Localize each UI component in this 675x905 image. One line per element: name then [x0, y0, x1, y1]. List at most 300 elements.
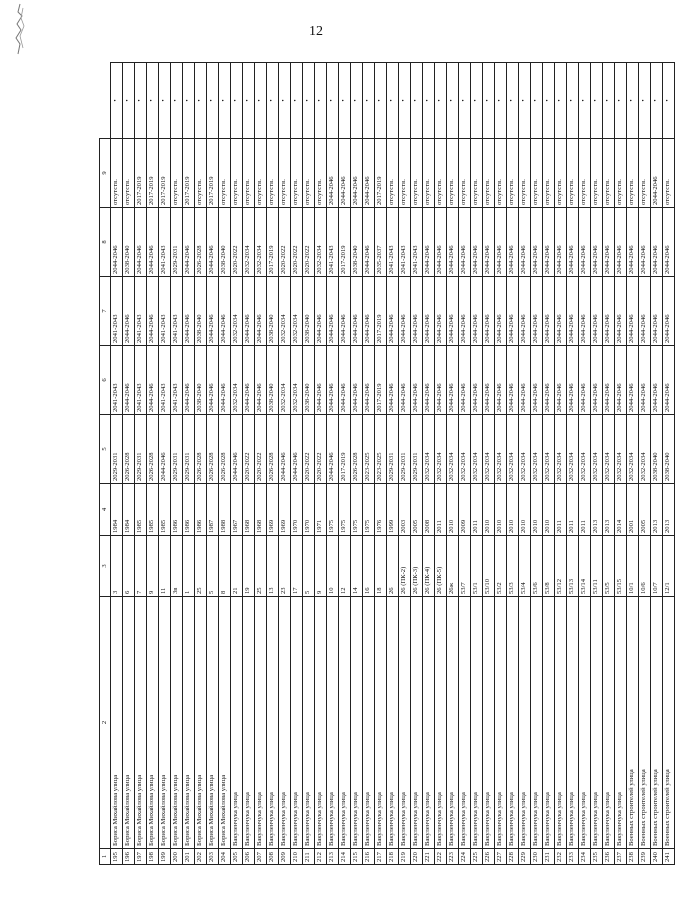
- rotated-table-container: [99, 62, 672, 865]
- period-col-4-cell: 2026-2028: [351, 415, 363, 484]
- period-col-4-cell: 2029-2031: [387, 415, 399, 484]
- period-col-5-cell: 2044-2046: [567, 346, 579, 415]
- period-col-5-cell: 2044-2046: [615, 346, 627, 415]
- marker-col-9-cell: •: [303, 63, 315, 139]
- table-row: [651, 63, 663, 865]
- marker-col-9-cell: •: [579, 63, 591, 139]
- period-col-7-cell: 2044-2046: [567, 208, 579, 277]
- row-number-cell: 221: [423, 849, 435, 865]
- period-col-4-cell: 2032-2034: [495, 415, 507, 484]
- period-col-4-cell: 2032-2034: [627, 415, 639, 484]
- period-col-6-cell: 2044-2046: [423, 277, 435, 346]
- status-col-8-cell: 2044-2046: [351, 139, 363, 208]
- table-row: [291, 63, 303, 865]
- table-row: [495, 63, 507, 865]
- period-col-7-cell: 2044-2046: [363, 208, 375, 277]
- period-col-6-cell: 2044-2046: [411, 277, 423, 346]
- period-col-7-cell: 2044-2046: [543, 208, 555, 277]
- table-row: [363, 63, 375, 865]
- table-row: [123, 63, 135, 865]
- street-cell: [435, 597, 447, 849]
- period-col-4-cell: 2023-2025: [375, 415, 387, 484]
- status-col-8-cell: отсутств.: [387, 139, 399, 208]
- period-col-4-cell: 2026-2028: [147, 415, 159, 484]
- row-number-cell: 202: [195, 849, 207, 865]
- street-cell: [387, 597, 399, 849]
- street-name: Вакуленчука улица: [592, 792, 600, 846]
- house-number-cell: 53/4: [519, 536, 531, 597]
- marker-col-9-cell: •: [567, 63, 579, 139]
- status-col-8-cell: отсутств.: [411, 139, 423, 208]
- period-col-4-cell: 2026-2028: [267, 415, 279, 484]
- house-number-cell: 25: [195, 536, 207, 597]
- street-cell: [243, 597, 255, 849]
- marker-col-9-cell: •: [291, 63, 303, 139]
- street-name: Бориса Михайлова улица: [220, 774, 228, 846]
- table-row: [555, 63, 567, 865]
- marker-col-9-cell: •: [315, 63, 327, 139]
- period-col-7-cell: 2032-2034: [315, 208, 327, 277]
- period-col-7-cell: 2044-2046: [555, 208, 567, 277]
- row-number-cell: 235: [591, 849, 603, 865]
- period-col-7-cell: 2032-2034: [243, 208, 255, 277]
- period-col-5-cell: 2041-2043: [111, 346, 123, 415]
- street-name: Вакуленчука улица: [232, 792, 240, 846]
- period-col-7-cell: 2044-2046: [579, 208, 591, 277]
- period-col-4-cell: 2020-2022: [255, 415, 267, 484]
- house-number-cell: 14: [351, 536, 363, 597]
- build-year-cell: 1975: [339, 484, 351, 536]
- period-col-6-cell: 2044-2046: [543, 277, 555, 346]
- marker-col-9-cell: •: [243, 63, 255, 139]
- period-col-7-cell: 2044-2046: [135, 208, 147, 277]
- table-row: [387, 63, 399, 865]
- house-number-cell: 53/15: [615, 536, 627, 597]
- status-col-8-cell: отсутств.: [459, 139, 471, 208]
- house-number-cell: 53/11: [591, 536, 603, 597]
- table-row: [639, 63, 651, 865]
- column-header-3: 3: [100, 536, 111, 597]
- house-number-cell: 53/1: [471, 536, 483, 597]
- period-col-4-cell: 2044-2046: [159, 415, 171, 484]
- street-name: Вакуленчука улица: [556, 792, 564, 846]
- header-row: [100, 63, 111, 865]
- period-col-7-cell: 2029-2031: [171, 208, 183, 277]
- period-col-7-cell: 2044-2046: [147, 208, 159, 277]
- period-col-6-cell: 2044-2046: [627, 277, 639, 346]
- table-row: [207, 63, 219, 865]
- marker-col-9-cell: •: [147, 63, 159, 139]
- street-name: Вакуленчука улица: [292, 792, 300, 846]
- period-col-5-cell: 2044-2046: [459, 346, 471, 415]
- period-col-5-cell: 2044-2046: [483, 346, 495, 415]
- period-col-7-cell: 2038-2040: [219, 208, 231, 277]
- table-row: [567, 63, 579, 865]
- build-year-cell: 2008: [423, 484, 435, 536]
- street-cell: [291, 597, 303, 849]
- period-col-6-cell: 2044-2046: [579, 277, 591, 346]
- table-row: [483, 63, 495, 865]
- row-number-cell: 209: [279, 849, 291, 865]
- column-header-7: 7: [100, 277, 111, 346]
- street-cell: [663, 597, 675, 849]
- marker-col-9-cell: •: [327, 63, 339, 139]
- status-col-8-cell: отсутств.: [603, 139, 615, 208]
- period-col-5-cell: 2038-2040: [195, 346, 207, 415]
- period-col-4-cell: 2032-2034: [579, 415, 591, 484]
- period-col-7-cell: 2044-2046: [447, 208, 459, 277]
- row-number-cell: 219: [399, 849, 411, 865]
- street-name: Вакуленчука улица: [496, 792, 504, 846]
- period-col-6-cell: 2044-2046: [243, 277, 255, 346]
- row-number-cell: 211: [303, 849, 315, 865]
- status-col-8-cell: отсутств.: [555, 139, 567, 208]
- table-row: [627, 63, 639, 865]
- build-year-cell: 1975: [363, 484, 375, 536]
- period-col-6-cell: 2044-2046: [447, 277, 459, 346]
- period-col-6-cell: 2044-2046: [363, 277, 375, 346]
- marker-col-9-cell: •: [387, 63, 399, 139]
- period-col-6-cell: 2044-2046: [651, 277, 663, 346]
- period-col-7-cell: 2038-2040: [123, 208, 135, 277]
- build-year-cell: 2010: [507, 484, 519, 536]
- street-name: Вакуленчука улица: [388, 792, 396, 846]
- period-col-5-cell: 2032-2034: [231, 346, 243, 415]
- status-col-8-cell: отсутств.: [639, 139, 651, 208]
- row-number-cell: 201: [183, 849, 195, 865]
- period-col-7-cell: 2032-2034: [255, 208, 267, 277]
- row-number-cell: 236: [603, 849, 615, 865]
- street-cell: [471, 597, 483, 849]
- row-number-cell: 216: [363, 849, 375, 865]
- build-year-cell: 1985: [135, 484, 147, 536]
- period-col-4-cell: 2026-2028: [123, 415, 135, 484]
- period-col-7-cell: 2017-2019: [267, 208, 279, 277]
- period-col-7-cell: 2035-2037: [375, 208, 387, 277]
- row-number-cell: 218: [387, 849, 399, 865]
- status-col-8-cell: отсутств.: [591, 139, 603, 208]
- build-year-cell: 2010: [519, 484, 531, 536]
- build-year-cell: 2011: [555, 484, 567, 536]
- street-cell: [411, 597, 423, 849]
- row-number-cell: 210: [291, 849, 303, 865]
- row-number-cell: 195: [111, 849, 123, 865]
- house-number-cell: 53/3: [507, 536, 519, 597]
- marker-col-9-cell: •: [123, 63, 135, 139]
- table-row: [171, 63, 183, 865]
- house-number-cell: 53/12: [555, 536, 567, 597]
- status-col-8-cell: 2044-2046: [327, 139, 339, 208]
- period-col-6-cell: 2038-2040: [195, 277, 207, 346]
- street-cell: [195, 597, 207, 849]
- table-row: [219, 63, 231, 865]
- build-year-cell: 1975: [327, 484, 339, 536]
- status-col-8-cell: 2017-2019: [159, 139, 171, 208]
- period-col-7-cell: 2017-2019: [339, 208, 351, 277]
- period-col-4-cell: 2029-2031: [171, 415, 183, 484]
- column-header-9: 9: [100, 139, 111, 208]
- period-col-6-cell: 2044-2046: [519, 277, 531, 346]
- marker-col-9-cell: •: [627, 63, 639, 139]
- table-row: [615, 63, 627, 865]
- build-year-cell: 1971: [315, 484, 327, 536]
- build-year-cell: 2005: [639, 484, 651, 536]
- house-number-cell: 12: [339, 536, 351, 597]
- status-col-8-cell: отсутств.: [579, 139, 591, 208]
- row-number-cell: 226: [483, 849, 495, 865]
- table-row: [267, 63, 279, 865]
- status-col-8-cell: отсутств.: [123, 139, 135, 208]
- street-cell: [207, 597, 219, 849]
- status-col-8-cell: отсутств.: [615, 139, 627, 208]
- period-col-6-cell: 2044-2046: [639, 277, 651, 346]
- status-col-8-cell: отсутств.: [255, 139, 267, 208]
- row-number-cell: 213: [327, 849, 339, 865]
- period-col-4-cell: 2032-2034: [447, 415, 459, 484]
- street-name: Военных строителей улица: [664, 769, 672, 846]
- row-number-cell: 204: [219, 849, 231, 865]
- street-name: Вакуленчука улица: [256, 792, 264, 846]
- status-col-8-cell: отсутств.: [171, 139, 183, 208]
- marker-col-9-cell: •: [399, 63, 411, 139]
- period-col-5-cell: 2044-2046: [663, 346, 675, 415]
- street-name: Бориса Михайлова улица: [112, 774, 120, 846]
- street-name: Бориса Михайлова улица: [124, 774, 132, 846]
- period-col-5-cell: 2044-2046: [519, 346, 531, 415]
- street-cell: [303, 597, 315, 849]
- period-col-7-cell: 2044-2046: [531, 208, 543, 277]
- row-number-cell: 227: [495, 849, 507, 865]
- period-col-7-cell: 2044-2046: [651, 208, 663, 277]
- period-col-7-cell: 2041-2043: [327, 208, 339, 277]
- house-number-cell: 13: [267, 536, 279, 597]
- house-number-cell: 6: [123, 536, 135, 597]
- street-name: Военных строителей улица: [628, 769, 636, 846]
- street-name: Вакуленчука улица: [436, 792, 444, 846]
- status-col-8-cell: 2017-2019: [147, 139, 159, 208]
- marker-col-9-cell: •: [447, 63, 459, 139]
- street-name: Вакуленчука улица: [424, 792, 432, 846]
- build-year-cell: 1970: [303, 484, 315, 536]
- street-cell: [555, 597, 567, 849]
- row-number-cell: 225: [471, 849, 483, 865]
- row-number-cell: 203: [207, 849, 219, 865]
- period-col-4-cell: 2029-2031: [111, 415, 123, 484]
- house-number-cell: 8: [219, 536, 231, 597]
- row-number-cell: 223: [447, 849, 459, 865]
- table-row: [147, 63, 159, 865]
- house-number-cell: 5: [303, 536, 315, 597]
- period-col-5-cell: 2044-2046: [219, 346, 231, 415]
- data-table: [99, 62, 675, 865]
- period-col-5-cell: 2044-2046: [363, 346, 375, 415]
- period-col-5-cell: 2038-2040: [267, 346, 279, 415]
- row-number-cell: 240: [651, 849, 663, 865]
- house-number-cell: 26: [387, 536, 399, 597]
- period-col-6-cell: 2041-2043: [171, 277, 183, 346]
- street-cell: [231, 597, 243, 849]
- period-col-6-cell: 2044-2046: [483, 277, 495, 346]
- marker-col-9-cell: •: [363, 63, 375, 139]
- street-name: Вакуленчука улица: [316, 792, 324, 846]
- marker-col-9-cell: •: [171, 63, 183, 139]
- period-col-7-cell: 2044-2046: [663, 208, 675, 277]
- period-col-6-cell: 2044-2046: [183, 277, 195, 346]
- marker-col-9-cell: •: [603, 63, 615, 139]
- table-row: [255, 63, 267, 865]
- row-number-cell: 238: [627, 849, 639, 865]
- period-col-5-cell: 2044-2046: [555, 346, 567, 415]
- street-cell: [147, 597, 159, 849]
- house-number-cell: 53/5: [603, 536, 615, 597]
- status-col-8-cell: отсутств.: [483, 139, 495, 208]
- status-col-8-cell: 2017-2019: [207, 139, 219, 208]
- period-col-6-cell: 2044-2046: [123, 277, 135, 346]
- street-cell: [627, 597, 639, 849]
- period-col-4-cell: 2032-2034: [507, 415, 519, 484]
- period-col-4-cell: 2023-2025: [363, 415, 375, 484]
- street-cell: [159, 597, 171, 849]
- period-col-7-cell: 2044-2046: [639, 208, 651, 277]
- table-row: [159, 63, 171, 865]
- table-row: [279, 63, 291, 865]
- build-year-cell: 2011: [471, 484, 483, 536]
- row-number-cell: 239: [639, 849, 651, 865]
- street-name: Вакуленчука улица: [244, 792, 252, 846]
- table-row: [315, 63, 327, 865]
- build-year-cell: 2005: [411, 484, 423, 536]
- period-col-5-cell: 2044-2046: [627, 346, 639, 415]
- street-name: Вакуленчука улица: [412, 792, 420, 846]
- period-col-6-cell: 2032-2034: [231, 277, 243, 346]
- period-col-6-cell: 2044-2046: [615, 277, 627, 346]
- column-header-4: 4: [100, 484, 111, 536]
- street-name: Вакуленчука улица: [580, 792, 588, 846]
- period-col-6-cell: 2044-2046: [507, 277, 519, 346]
- house-number-cell: 53/14: [579, 536, 591, 597]
- row-number-cell: 224: [459, 849, 471, 865]
- period-col-7-cell: 2044-2046: [471, 208, 483, 277]
- period-col-6-cell: 2044-2046: [555, 277, 567, 346]
- street-name: Вакуленчука улица: [376, 792, 384, 846]
- row-number-cell: 231: [543, 849, 555, 865]
- row-number-cell: 230: [531, 849, 543, 865]
- street-name: Вакуленчука улица: [268, 792, 276, 846]
- period-col-7-cell: 2044-2046: [519, 208, 531, 277]
- table-row: [135, 63, 147, 865]
- page-number: 12: [309, 24, 323, 39]
- build-year-cell: 1975: [351, 484, 363, 536]
- period-col-7-cell: 2041-2043: [411, 208, 423, 277]
- status-col-8-cell: отсутств.: [303, 139, 315, 208]
- house-number-cell: 10/6: [639, 536, 651, 597]
- street-cell: [639, 597, 651, 849]
- build-year-cell: 2013: [591, 484, 603, 536]
- table-row: [195, 63, 207, 865]
- period-col-6-cell: 2044-2046: [591, 277, 603, 346]
- period-col-5-cell: 2032-2034: [279, 346, 291, 415]
- marker-col-9-cell: •: [375, 63, 387, 139]
- house-number-cell: 10: [327, 536, 339, 597]
- street-name: Бориса Михайлова улица: [136, 774, 144, 846]
- marker-col-9-cell: •: [339, 63, 351, 139]
- row-number-cell: 234: [579, 849, 591, 865]
- status-col-8-cell: отсутств.: [543, 139, 555, 208]
- period-col-5-cell: 2044-2046: [531, 346, 543, 415]
- build-year-cell: 1987: [207, 484, 219, 536]
- street-cell: [483, 597, 495, 849]
- period-col-7-cell: 2044-2046: [459, 208, 471, 277]
- status-col-8-cell: отсутств.: [531, 139, 543, 208]
- period-col-6-cell: 2044-2046: [399, 277, 411, 346]
- house-number-cell: 16: [363, 536, 375, 597]
- period-col-6-cell: 2044-2046: [147, 277, 159, 346]
- house-number-cell: 9: [147, 536, 159, 597]
- row-number-cell: 228: [507, 849, 519, 865]
- table-row: [519, 63, 531, 865]
- period-col-6-cell: 2044-2046: [339, 277, 351, 346]
- period-col-4-cell: 2032-2034: [567, 415, 579, 484]
- marker-col-9-cell: •: [663, 63, 675, 139]
- period-col-5-cell: 2044-2046: [387, 346, 399, 415]
- table-row: [663, 63, 675, 865]
- row-number-cell: 217: [375, 849, 387, 865]
- street-name: Вакуленчука улица: [352, 792, 360, 846]
- house-number-cell: 3в: [171, 536, 183, 597]
- house-number-cell: 53/6: [531, 536, 543, 597]
- period-col-6-cell: 2038-2040: [267, 277, 279, 346]
- table-row: [423, 63, 435, 865]
- table-row: [243, 63, 255, 865]
- column-header-5: 5: [100, 415, 111, 484]
- marker-col-9-cell: •: [615, 63, 627, 139]
- street-cell: [447, 597, 459, 849]
- marker-col-9-cell: •: [543, 63, 555, 139]
- table-row: [411, 63, 423, 865]
- period-col-7-cell: 2044-2046: [603, 208, 615, 277]
- period-col-6-cell: 2041-2043: [111, 277, 123, 346]
- column-header-1: 1: [100, 849, 111, 865]
- status-col-8-cell: отсутств.: [231, 139, 243, 208]
- table-row: [507, 63, 519, 865]
- period-col-6-cell: 2044-2046: [207, 277, 219, 346]
- street-name: Вакуленчука улица: [568, 792, 576, 846]
- period-col-5-cell: 2044-2046: [147, 346, 159, 415]
- street-cell: [591, 597, 603, 849]
- period-col-4-cell: 2032-2034: [435, 415, 447, 484]
- house-number-cell: 53/7: [459, 536, 471, 597]
- status-col-8-cell: отсутств.: [435, 139, 447, 208]
- row-number-cell: 233: [567, 849, 579, 865]
- build-year-cell: 2009: [459, 484, 471, 536]
- street-cell: [615, 597, 627, 849]
- street-name: Вакуленчука улица: [364, 792, 372, 846]
- row-number-cell: 207: [255, 849, 267, 865]
- street-cell: [219, 597, 231, 849]
- table-row: [447, 63, 459, 865]
- period-col-4-cell: 2032-2034: [471, 415, 483, 484]
- street-cell: [351, 597, 363, 849]
- status-col-8-cell: 2017-2019: [135, 139, 147, 208]
- build-year-cell: 2001: [627, 484, 639, 536]
- status-col-8-cell: 2017-2019: [375, 139, 387, 208]
- status-col-8-cell: 2044-2046: [363, 139, 375, 208]
- period-col-4-cell: 2032-2034: [555, 415, 567, 484]
- table-row: [591, 63, 603, 865]
- period-col-5-cell: 2044-2046: [543, 346, 555, 415]
- period-col-7-cell: 2041-2043: [387, 208, 399, 277]
- table-row: [303, 63, 315, 865]
